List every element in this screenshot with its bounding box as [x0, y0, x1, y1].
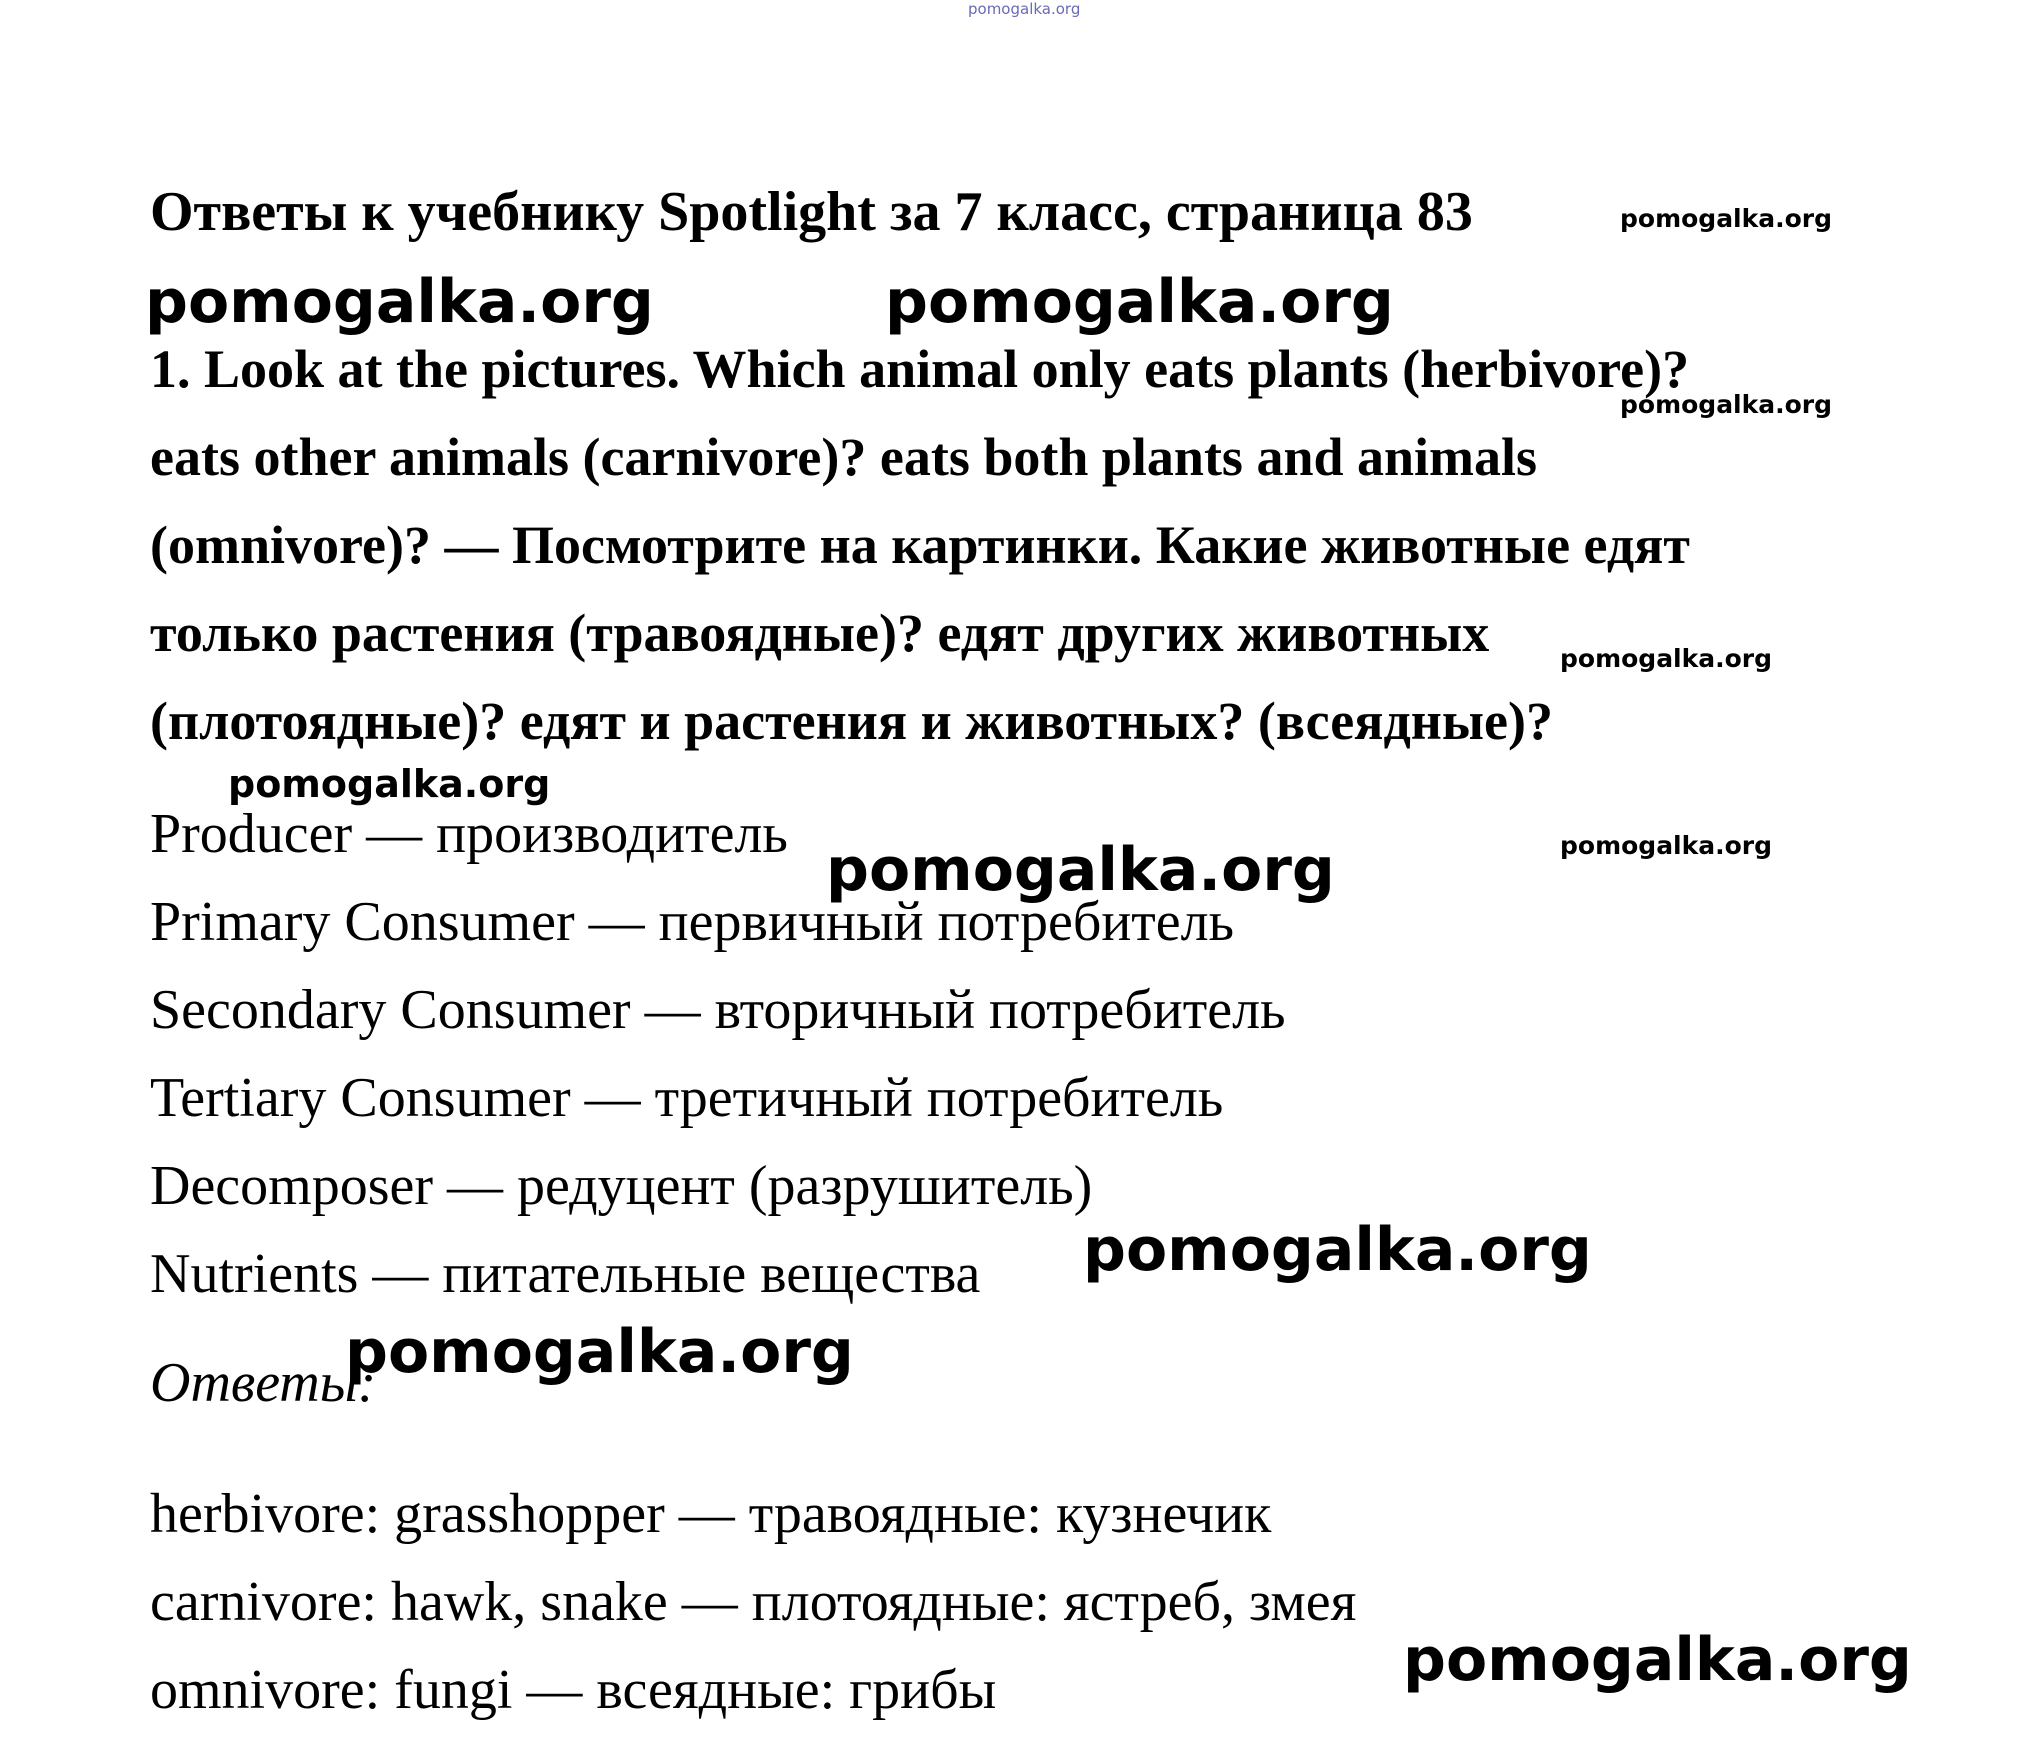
watermark-large: pomogalka.org: [145, 267, 654, 337]
watermark-top: pomogalka.org: [968, 0, 1081, 18]
exercise-question: [150, 325, 1850, 765]
term-item: Primary Consumer — первичный потребитель: [150, 891, 1235, 953]
answer-item: herbivore: grasshopper — травоядные: кузнечик: [150, 1483, 1272, 1545]
question-line: eats other animals (carnivore)? eats both plants and animals: [150, 427, 1538, 487]
watermark-medium: pomogalka.org: [228, 762, 551, 806]
answer-item: carnivore: hawk, snake — плотоядные: ястреб, змея: [150, 1571, 1357, 1633]
question-line: 1. Look at the pictures. Which animal only eats plants (herbivore)?: [150, 339, 1690, 399]
watermark-large: pomogalka.org: [1403, 1625, 1912, 1695]
question-line: (omnivore)? — Посмотрите на картинки. Какие животные едят: [150, 515, 1690, 575]
watermark-large: pomogalka.org: [885, 267, 1394, 337]
term-item: Secondary Consumer — вторичный потребитель: [150, 979, 1286, 1041]
term-item: Tertiary Consumer — третичный потребитель: [150, 1067, 1224, 1129]
watermark-small: pomogalka.org: [1560, 831, 1773, 860]
watermark-small: pomogalka.org: [1560, 644, 1773, 673]
answers-heading: Ответы:: [150, 1352, 377, 1414]
watermark-large: pomogalka.org: [826, 835, 1335, 905]
question-line: только растения (травоядные)? едят других животных: [150, 603, 1490, 663]
watermark-large: pomogalka.org: [1083, 1215, 1592, 1285]
watermark-large: pomogalka.org: [345, 1317, 854, 1387]
watermark-small: pomogalka.org: [1620, 204, 1833, 233]
term-item: Producer — производитель: [150, 803, 788, 865]
term-item: Decomposer — редуцент (разрушитель): [150, 1155, 1093, 1217]
page-title: Ответы к учебнику Spotlight за 7 класс, страница 83: [150, 181, 1473, 243]
answer-item: omnivore: fungi — всеядные: грибы: [150, 1659, 997, 1721]
term-item: Nutrients — питательные вещества: [150, 1243, 981, 1305]
answers-list: [150, 1470, 1356, 1734]
question-line: (плотоядные)? едят и растения и животных? (всеядные)?: [150, 691, 1553, 751]
watermark-small: pomogalka.org: [1620, 390, 1833, 419]
